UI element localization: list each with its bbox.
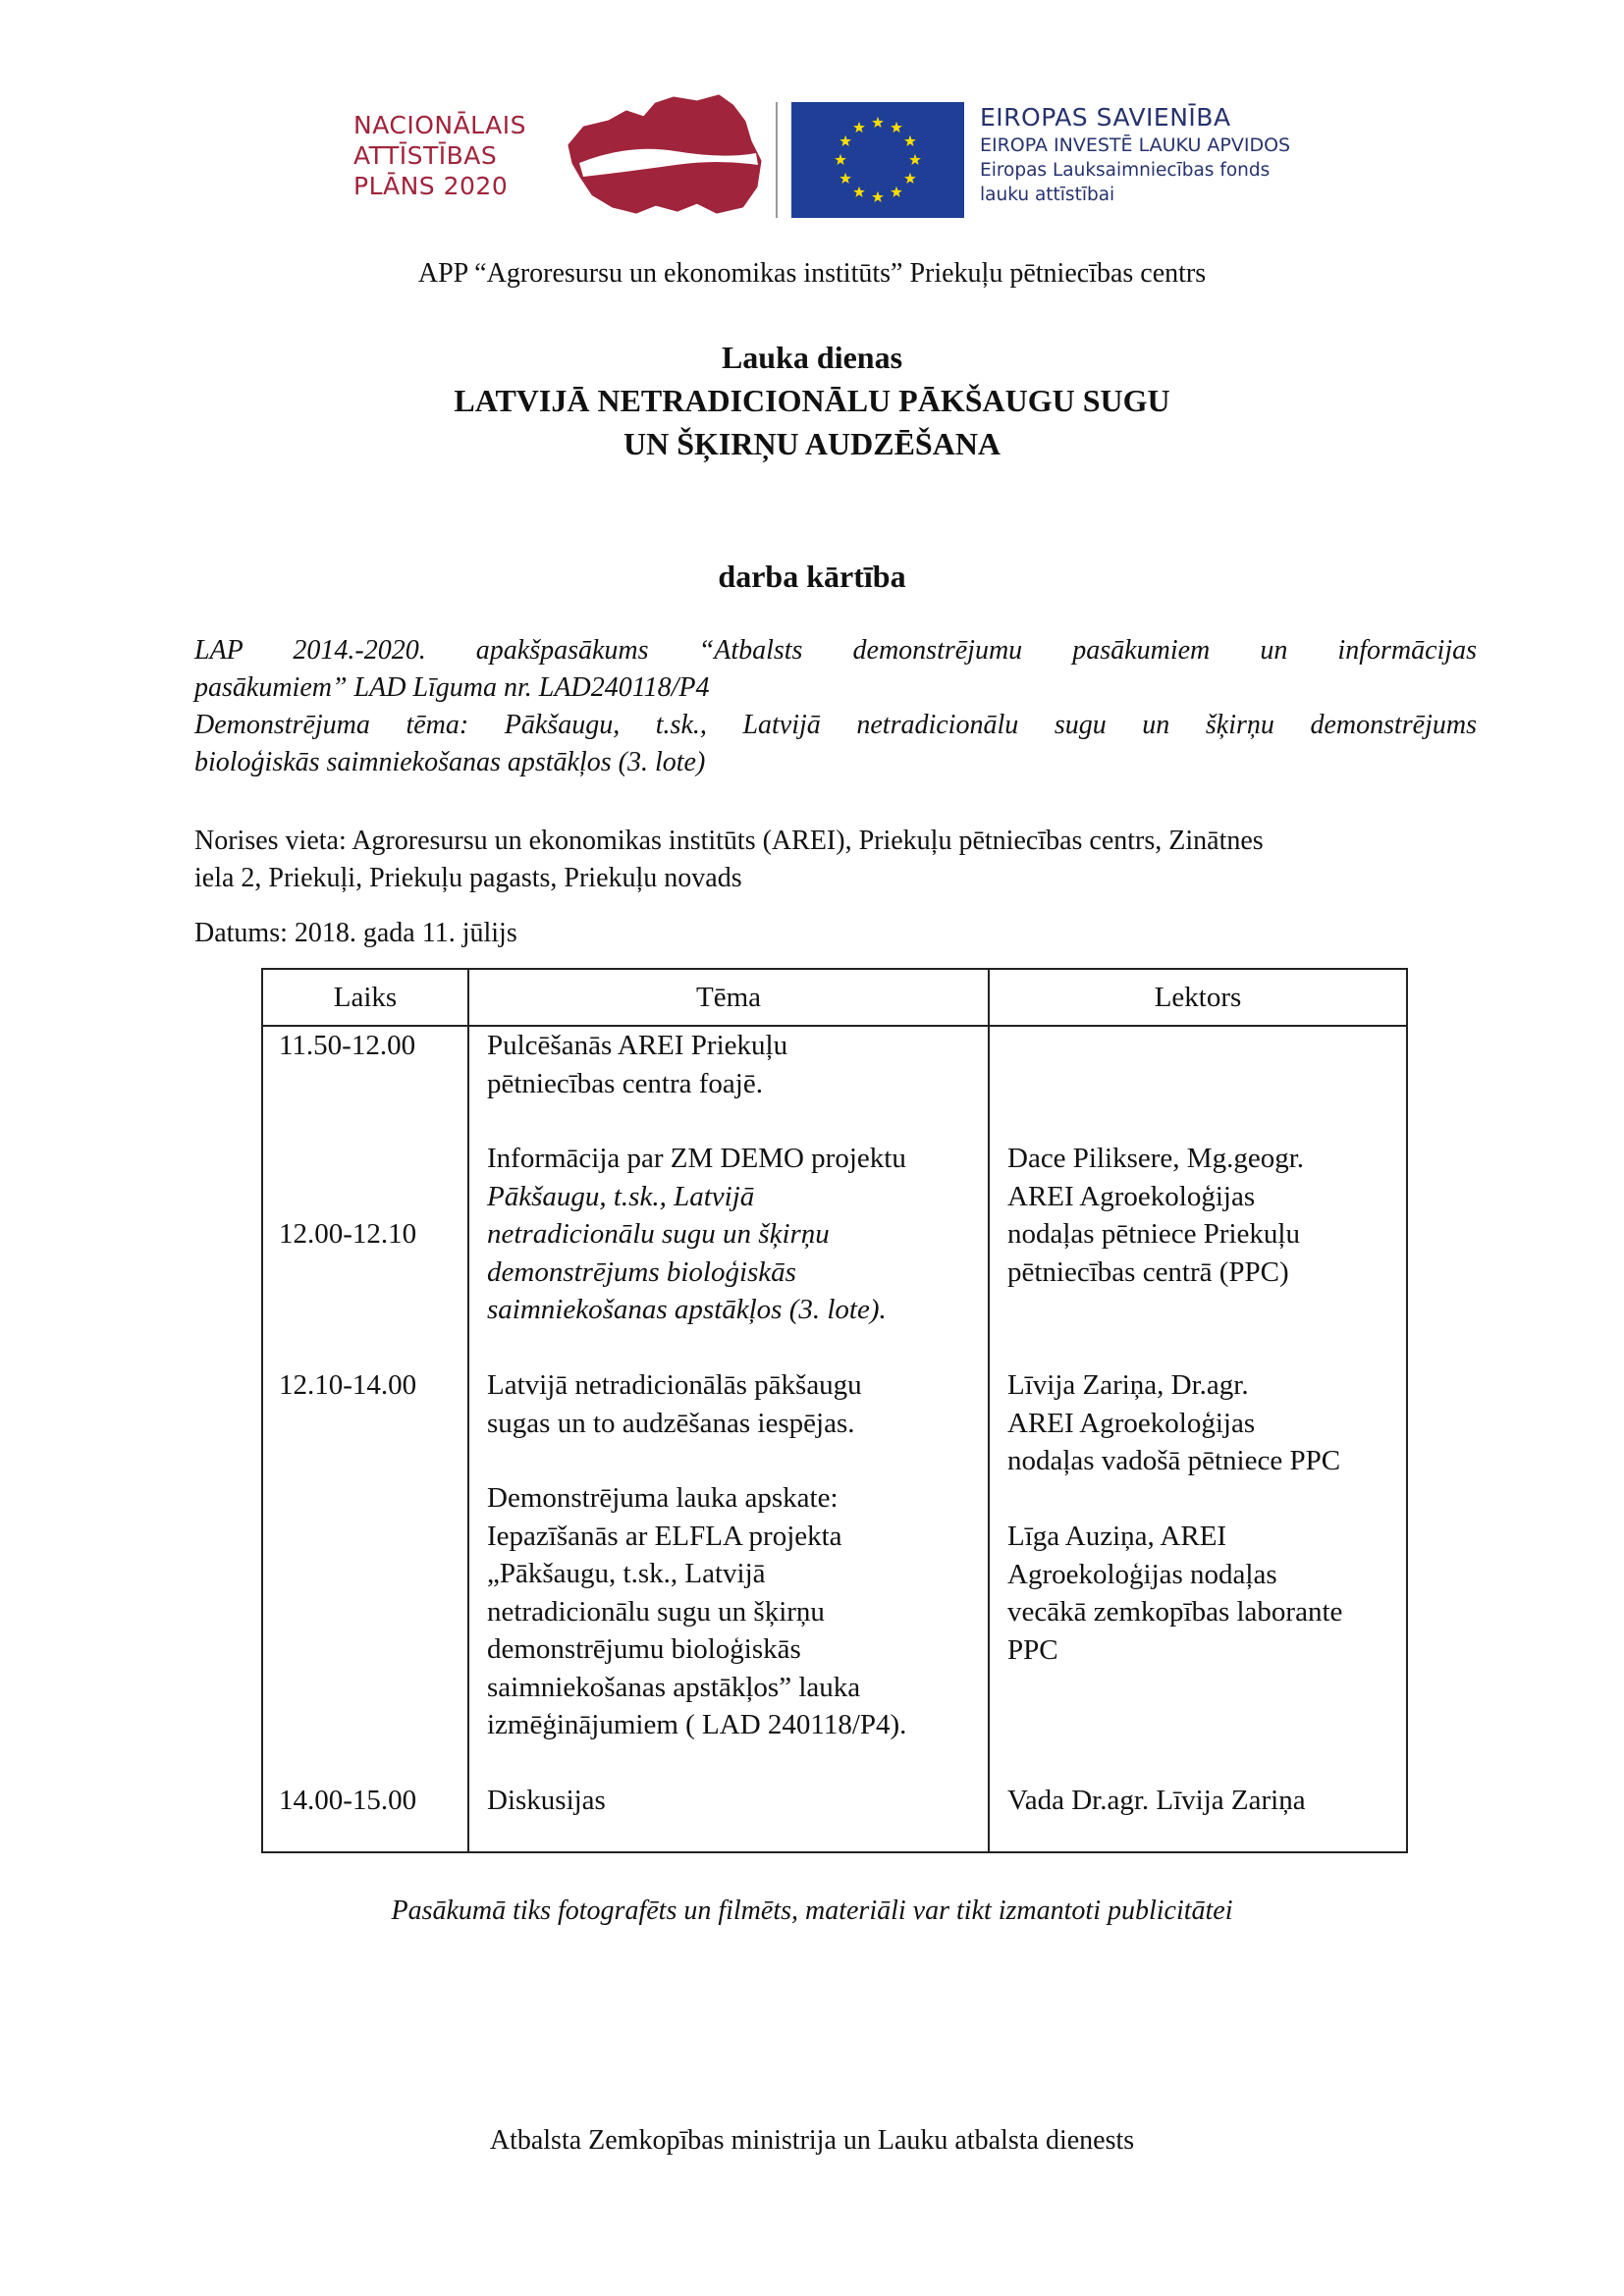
venue [194,823,1477,897]
nap-logo-text [353,110,526,201]
topic-line: demonstrējums bioloģiskās [487,1255,796,1288]
eu-subtitle-line: Eiropas Lauksaimniecības fonds [980,160,1271,181]
lecturer-line: vecākā zemkopības laborante [1007,1596,1343,1628]
support-footer: Atbalsta Zemkopības ministrija un Lauku atbalsta dienests [489,2125,1135,2156]
topic-line: Latvijā netradicionālās pākšaugu [487,1369,862,1401]
table-column-divider [988,970,990,1851]
lecturer-line: nodaļas pētniece Priekuļu [1007,1218,1300,1250]
topic-cell [487,1366,862,1442]
topic-line: demonstrējumu bioloģiskās [487,1633,801,1665]
header-time: Laiks [333,982,398,1013]
event-title-line: LATVIJĀ NETRADICIONĀLU PĀKŠAUGU SUGU [454,383,1170,418]
lecturer-line: Agroekoloģijas nodaļas [1007,1558,1277,1590]
topic-line: saimniekošanas apstākļos (3. lote). [487,1294,887,1325]
event-title-line: Lauka dienas [721,340,903,375]
topic-cell [487,1140,906,1329]
topic-cell [487,1479,906,1744]
lecturer-cell [1007,1518,1342,1669]
eu-title: EIROPAS SAVIENĪBA [980,103,1231,132]
nap-logo-line: ATTĪSTĪBAS [353,141,498,170]
header-lecturer: Lektors [1154,982,1242,1013]
event-date: Datums: 2018. gada 11. jūlijs [194,918,517,948]
nap-logo-line: NACIONĀLAIS [353,111,527,139]
topic-line: Demonstrējuma lauka apskate: [487,1482,839,1514]
time-cell: 12.10-14.00 [279,1369,417,1401]
program-info-line: Demonstrējuma tēma: Pākšaugu, t.sk., Latvijā netradicionālu sugu un šķirņu demonstrējums [194,710,1477,740]
topic-line: saimniekošanas apstākļos” lauka [487,1671,861,1703]
venue-line: iela 2, Priekuļi, Priekuļu pagasts, Priekuļu novads [194,863,742,893]
topic-line: Pulcēšanās AREI Priekuļu [487,1030,788,1061]
program-info-line: pasākumiem” LAD Līguma nr. LAD240118/P4 [194,672,710,703]
eu-subtitle-line: EIROPA INVESTĒ LAUKU APVIDOS [980,134,1291,156]
header-topic: Tēma [695,982,761,1013]
nap-logo-line: PLĀNS 2020 [353,172,509,200]
institute-name: APP “Agroresursu un ekonomikas institūts” Priekuļu pētniecības centrs [417,258,1207,289]
program-info-line: LAP 2014.-2020. apakšpasākums “Atbalsts demonstrējumu pasākumiem un informācijas [194,635,1477,666]
venue-line: Norises vieta: Agroresursu un ekonomikas institūts (AREI), Priekuļu pētniecības centrs, Zinātnes [194,826,1264,856]
topic-line: netradicionālu sugu un šķirņu [487,1595,825,1628]
topic-line: pētniecības centra foajē. [487,1067,763,1099]
lecturer-cell [1007,1140,1304,1291]
topic-line: Informācija par ZM DEMO projektu [487,1143,906,1174]
topic-line: netradicionālu sugu un šķirņu [487,1218,830,1250]
lecturer-cell [1007,1782,1306,1820]
event-title-line: UN ŠĶIRŅU AUDZĒŠANA [623,426,1001,461]
topic-line: sugas un to audzēšanas iespējas. [487,1407,855,1439]
topic-line: izmēģinājumiem ( LAD 240118/P4). [487,1709,907,1740]
topic-cell [487,1782,606,1820]
topic-line: Iepazīšanās ar ELFLA projekta [487,1520,842,1552]
lecturer-line: Līga Auziņa, AREI [1007,1521,1227,1552]
lecturer-line: AREI Agroekoloģijas [1007,1407,1256,1439]
topic-line: Diskusijas [487,1785,606,1816]
publicity-note: Pasākumā tiks fotografēts un filmēts, materiāli var tikt izmantoti publicitātei [391,1896,1233,1926]
agenda-table [261,968,1408,1853]
eu-flag-icon [791,102,964,218]
logo-divider [776,102,778,218]
table-column-divider [467,970,469,1851]
lecturer-line: AREI Agroekoloģijas [1007,1180,1256,1212]
time-cell: 12.00-12.10 [279,1218,417,1250]
lecturer-line: PPC [1007,1633,1058,1666]
agenda-heading: darba kārtība [718,559,906,594]
lecturer-line: Līvija Zariņa, Dr.agr. [1007,1369,1249,1401]
topic-line: Pākšaugu, t.sk., Latvijā [487,1180,755,1212]
lecturer-line: nodaļas vadošā pētniece PPC [1007,1445,1341,1476]
lecturer-line: Dace Piliksere, Mg.geogr. [1007,1143,1305,1174]
time-cell: 14.00-15.00 [279,1785,417,1816]
latvia-map-logo-icon [550,92,766,220]
program-info [194,632,1477,781]
program-info-line: bioloģiskās saimniekošanas apstākļos (3. lote) [194,747,706,777]
lecturer-line: pētniecības centrā (PPC) [1007,1255,1289,1288]
lecturer-cell [1007,1366,1340,1480]
eu-subtitle-line: lauku attīstībai [980,185,1115,205]
lecturer-line: Vada Dr.agr. Līvija Zariņa [1007,1785,1306,1816]
topic-cell [487,1027,787,1102]
eu-logo-text [980,102,1290,207]
topic-line: „Pākšaugu, t.sk., Latvijā [487,1558,766,1589]
time-cell: 11.50-12.00 [279,1030,416,1061]
table-header-divider [263,1025,1406,1027]
